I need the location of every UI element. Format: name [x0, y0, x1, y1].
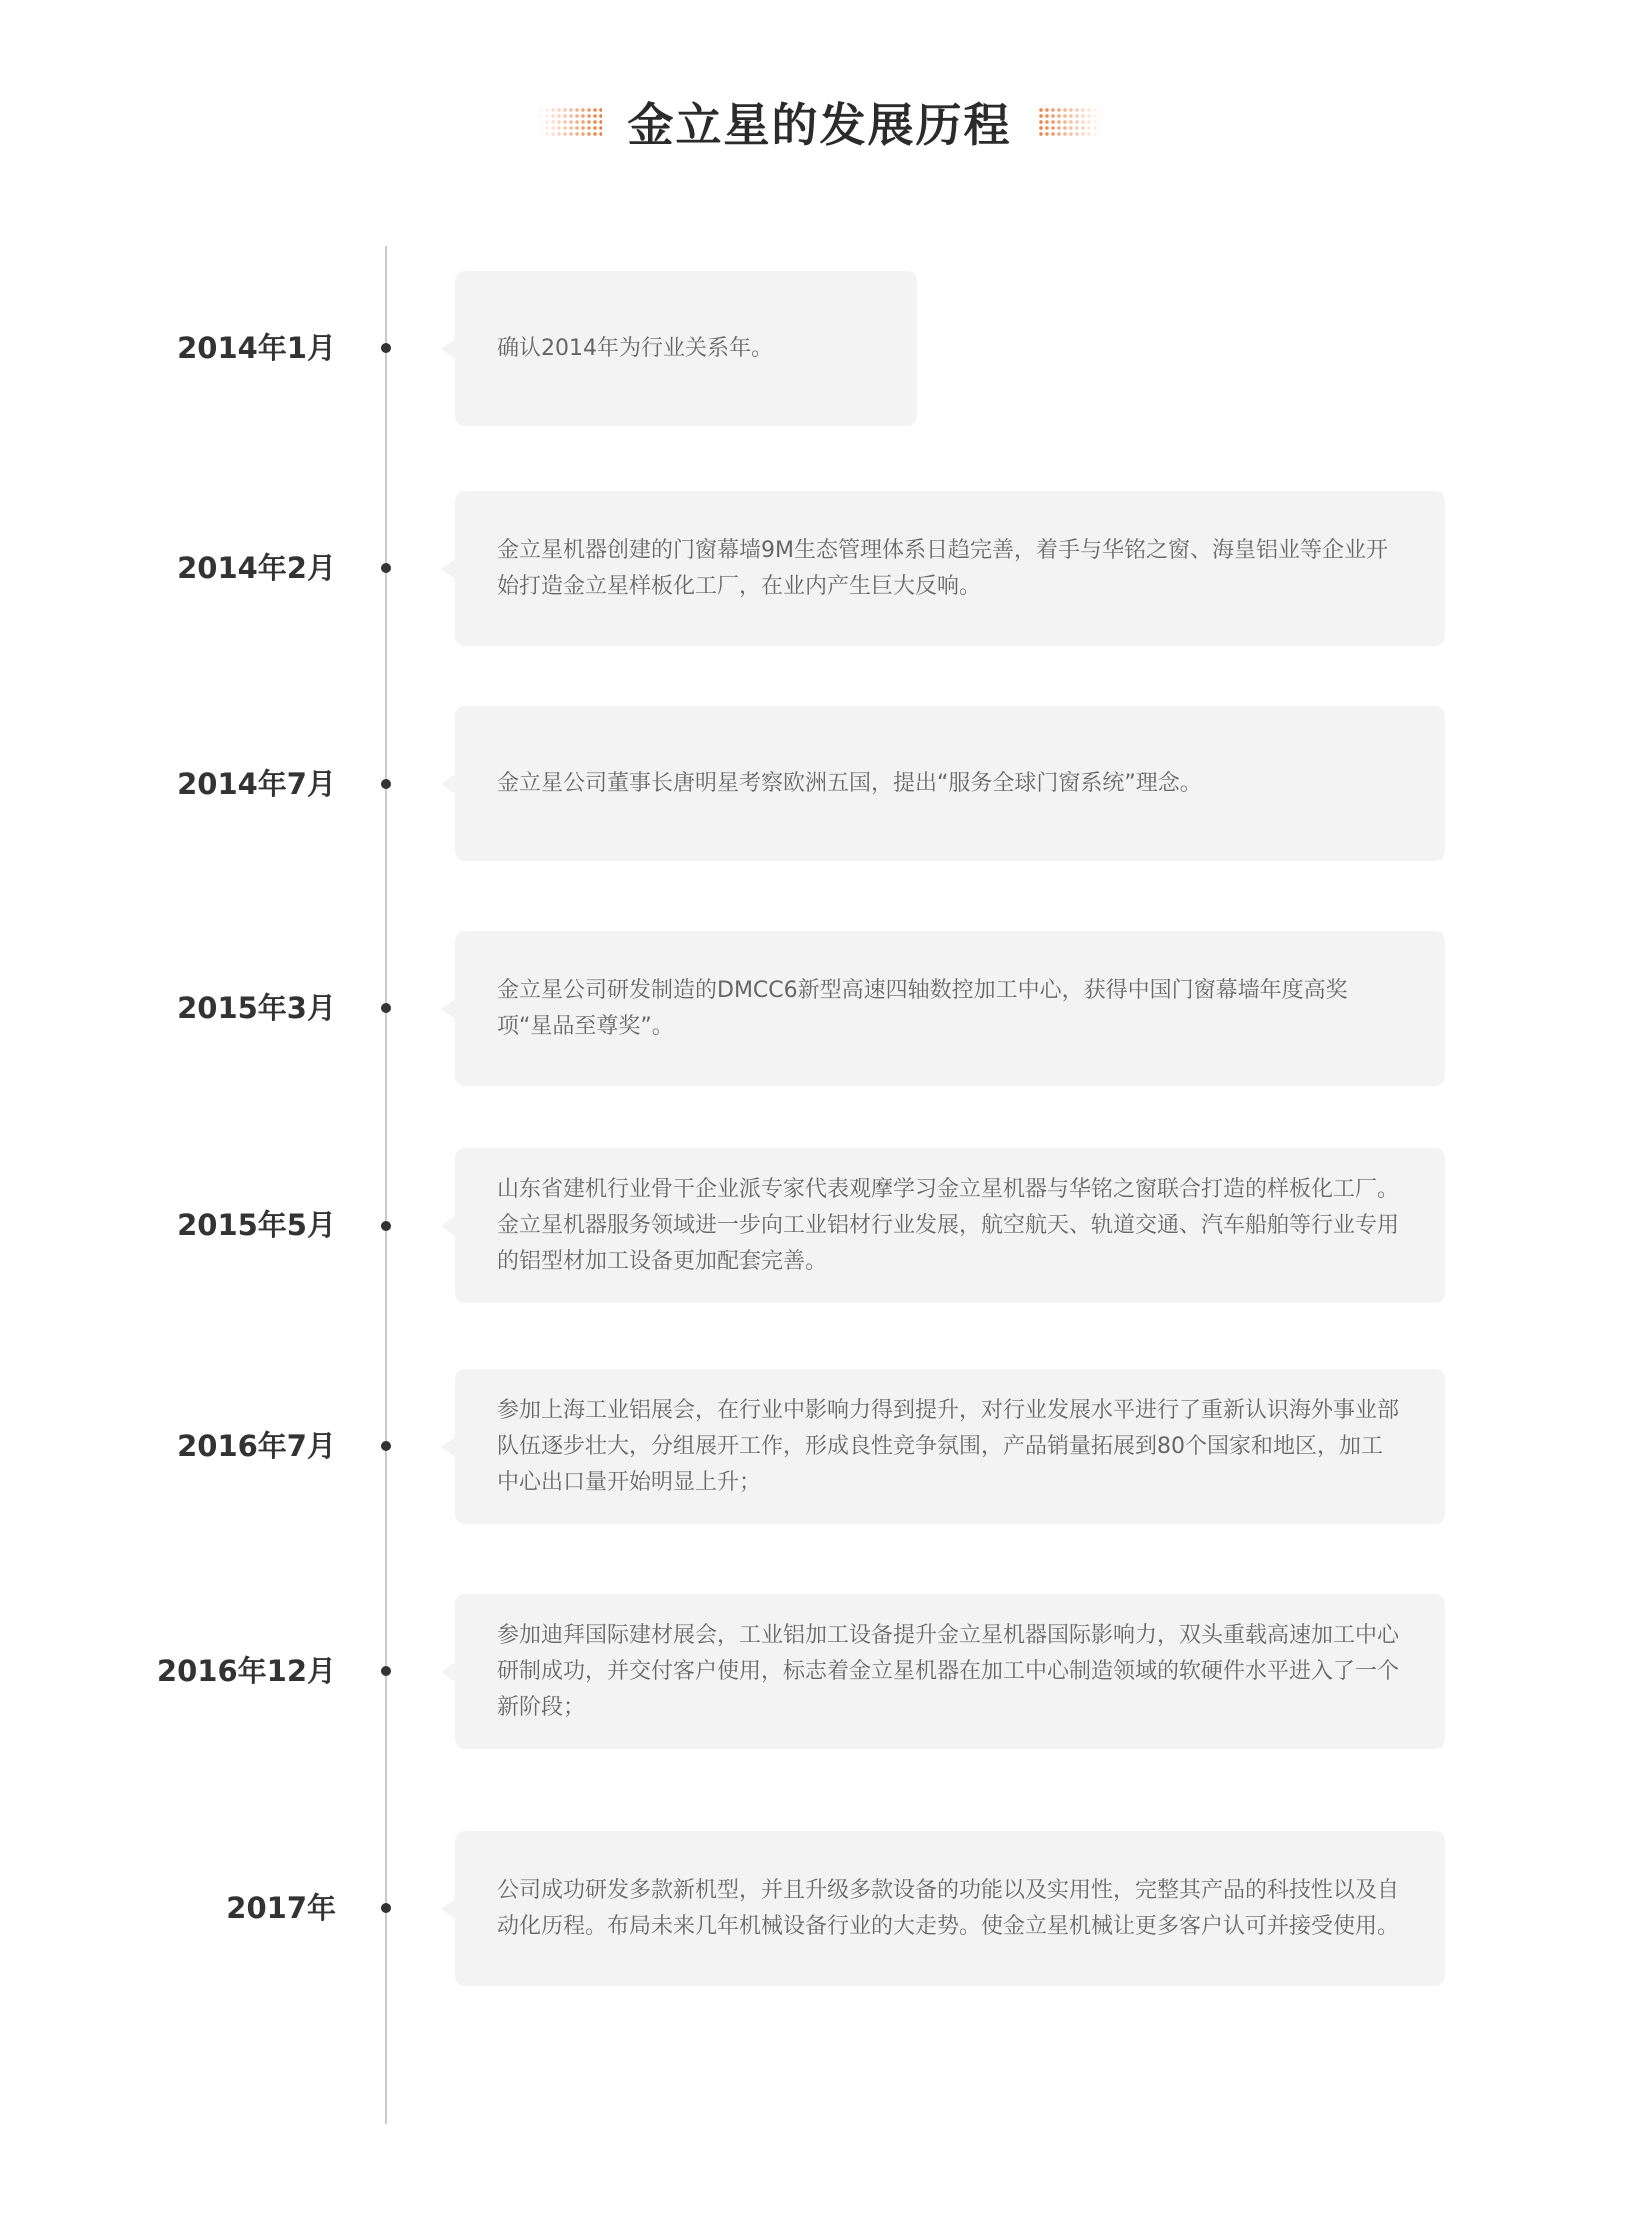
timeline-dot: [381, 343, 391, 353]
timeline-date: 2015年5月: [177, 1208, 336, 1242]
timeline-card: [455, 1831, 1445, 1986]
timeline-text: 确认2014年为行业关系年。: [497, 335, 773, 361]
timeline-card: [455, 931, 1445, 1086]
header: [0, 82, 1639, 162]
timeline-dot: [381, 779, 391, 789]
timeline-text: 金立星公司研发制造的DMCC6新型高速四轴数控加工中心，获得中国门窗幕墙年度高奖项“星品至尊奖”。: [497, 977, 1348, 1039]
timeline-card: [455, 1369, 1445, 1524]
timeline-text: 参加迪拜国际建材展会，工业铝加工设备提升金立星机器国际影响力，双头重载高速加工中心研制成功，并交付客户使用，标志着金立星机器在加工中心制造领域的软硬件水平进入了一个新阶段；: [497, 1622, 1400, 1720]
timeline-axis: [385, 246, 387, 2124]
timeline-card: [455, 271, 917, 426]
timeline-card: [455, 491, 1445, 646]
timeline-date: 2016年12月: [156, 1654, 336, 1688]
timeline-date: 2014年1月: [177, 331, 336, 365]
timeline-dot: [381, 1003, 391, 1013]
page-title: 金立星的发展历程: [627, 98, 1012, 152]
timeline-date: 2014年2月: [177, 551, 336, 585]
timeline-dot: [381, 1666, 391, 1676]
timeline-card: [455, 1594, 1445, 1749]
timeline-card: [455, 1148, 1445, 1303]
timeline-date: 2017年: [226, 1891, 336, 1925]
timeline-text: 公司成功研发多款新机型，并且升级多款设备的功能以及实用性，完整其产品的科技性以及自动化历程。布局未来几年机械设备行业的大走势。使金立星机械让更多客户认可并接受使用。: [497, 1877, 1400, 1939]
timeline-date: 2014年7月: [177, 767, 336, 801]
dot-pattern-decoration-right: [1038, 107, 1102, 137]
timeline-text: 参加上海工业铝展会，在行业中影响力得到提升，对行业发展水平进行了重新认识海外事业部队伍逐步壮大，分组展开工作，形成良性竞争氛围，产品销量拓展到80个国家和地区，加工中心出口量开始明显上升；: [497, 1397, 1400, 1495]
timeline-text: 金立星机器创建的门窗幕墙9M生态管理体系日趋完善，着手与华铭之窗、海皇铝业等企业开始打造金立星样板化工厂，在业内产生巨大反响。: [497, 537, 1388, 599]
timeline-dot: [381, 1903, 391, 1913]
timeline-date: 2015年3月: [177, 991, 336, 1025]
timeline-card: [455, 706, 1445, 861]
timeline-text: 金立星公司董事长唐明星考察欧洲五国，提出“服务全球门窗系统”理念。: [497, 770, 1202, 796]
timeline-dot: [381, 1441, 391, 1451]
dot-pattern-decoration-left: [538, 107, 602, 137]
timeline-dot: [381, 1221, 391, 1231]
timeline-text: 山东省建机行业骨干企业派专家代表观摩学习金立星机器与华铭之窗联合打造的样板化工厂。金立星机器服务领域进一步向工业铝材行业发展，航空航天、轨道交通、汽车船舶等行业专用的铝型材加工设备更加配套完善。: [497, 1176, 1400, 1274]
timeline-date: 2016年7月: [177, 1429, 336, 1463]
timeline-dot: [381, 563, 391, 573]
